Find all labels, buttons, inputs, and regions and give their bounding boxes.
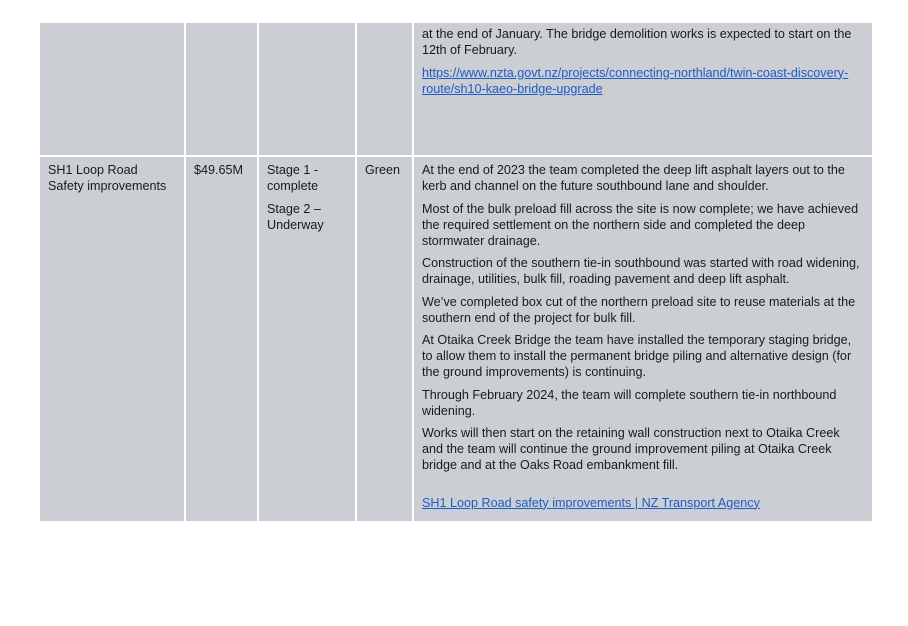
project-name: SH1 Loop Road Safety improvements xyxy=(48,163,167,193)
update-paragraph: At the end of 2023 the team completed the deep lift asphalt layers out to the kerb and channel on the future southbound lane and shoulder. xyxy=(422,163,845,193)
stage-cell xyxy=(259,23,355,155)
update-paragraph: at the end of January. The bridge demolition works is expected to start on the 12th of February. xyxy=(422,27,852,57)
project-name-cell xyxy=(40,157,184,521)
status-cell xyxy=(357,157,412,521)
project-link[interactable]: SH1 Loop Road safety improvements | NZ Transport Agency xyxy=(422,495,760,510)
spacer xyxy=(422,480,864,495)
stage-item: Stage 2 – Underway xyxy=(267,201,324,232)
stage-cell xyxy=(259,157,355,521)
project-cost: $49.65M xyxy=(194,163,244,177)
project-link[interactable]: https://www.nzta.govt.nz/projects/connecting-northland/twin-coast-discovery-route/sh10-kaeo-bridge-upgrade xyxy=(422,65,849,96)
update-cell xyxy=(414,157,872,521)
update-paragraph: Through February 2024, the team will complete southern tie-in northbound widening. xyxy=(422,387,837,418)
update-paragraph: Works will then start on the retaining wall construction next to Otaika Creek and the team will continue the ground improvement piling at Otaika Creek bridge and at the Oaks Road embankment fill. xyxy=(422,426,840,472)
table-row xyxy=(40,23,872,155)
projects-table xyxy=(40,23,872,523)
status-cell xyxy=(357,23,412,155)
update-paragraph: We’ve completed box cut of the northern preload site to reuse materials at the southern end of the project for bulk fill. xyxy=(422,294,856,325)
table-row xyxy=(40,157,872,521)
cost-cell xyxy=(186,157,257,521)
project-name-cell xyxy=(40,23,184,155)
update-paragraph: Most of the bulk preload fill across the site is now complete; we have achieved the required settlement on the northern side and completed the deep stormwater drainage. xyxy=(422,201,859,248)
update-paragraph: At Otaika Creek Bridge the team have installed the temporary staging bridge, to allow them to install the permanent bridge piling and alternative design (for the ground improvements) is continuing. xyxy=(422,333,852,379)
stage-item: Stage 1 - complete xyxy=(267,163,319,193)
status-text: Green xyxy=(365,163,401,177)
update-cell xyxy=(414,23,872,155)
update-paragraph: Construction of the southern tie-in southbound was started with road widening, drainage, utilities, bulk fill, roading pavement and deep lift asphalt. xyxy=(422,256,860,286)
cost-cell xyxy=(186,23,257,155)
